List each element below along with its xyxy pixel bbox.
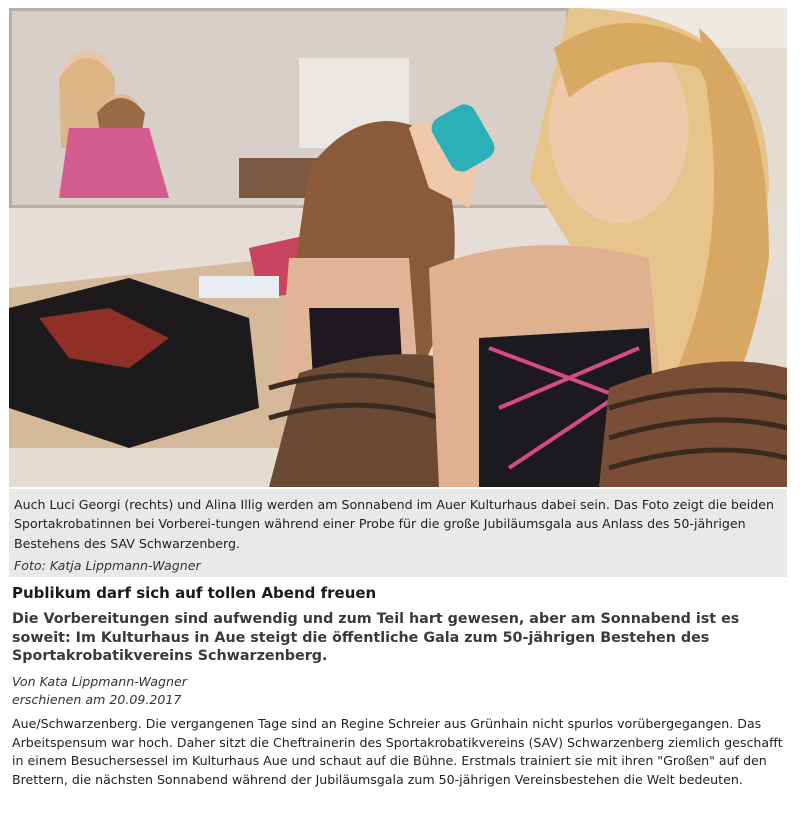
photo-illustration bbox=[9, 8, 787, 487]
article-photo bbox=[9, 8, 787, 487]
photo-credit: Foto: Katja Lippmann-Wagner bbox=[14, 558, 201, 573]
article-author: Von Kata Lippmann-Wagner bbox=[12, 674, 187, 689]
photo-caption: Auch Luci Georgi (rechts) und Alina Illig werden am Sonnabend im Auer Kulturhaus dabei sein. Das Foto zeigt die beiden Sportakrobatinnen bei Vorberei-tungen während einer Probe für die große Jubiläumsgala aus Anlass des 50-jährigen Bestehens des SAV Schwarzenberg. bbox=[14, 497, 774, 551]
article-headline: Publikum darf sich auf tollen Abend freuen bbox=[12, 584, 377, 602]
article-body: Aue/Schwarzenberg. Die vergangenen Tage sind an Regine Schreier aus Grünhain nicht spurlos vorübergegangen. Das Arbeitspensum war hoch. Daher sitzt die Cheftrainerin des Sportakrobatikvereins (SAV) Schwarzenberg ziemlich geschafft in einem Besuchersessel im Kulturhaus Aue und schaut auf die Bühne. Erstmals trainiert sie mit ihren "Großen" auf den Brettern, die nächsten Sonnabend während der Jubiläumsgala zum 50-jährigen Vereinsbestehen die Welt bedeuten. bbox=[12, 716, 783, 787]
article-lead: Die Vorbereitungen sind aufwendig und zum Teil hart gewesen, aber am Sonnabend ist es soweit: Im Kulturhaus in Aue steigt die öffentliche Gala zum 50-jährigen Bestehen des Sportakrobatikvereins Schwarzenberg. bbox=[12, 611, 740, 664]
article-date: erschienen am 20.09.2017 bbox=[12, 692, 182, 707]
